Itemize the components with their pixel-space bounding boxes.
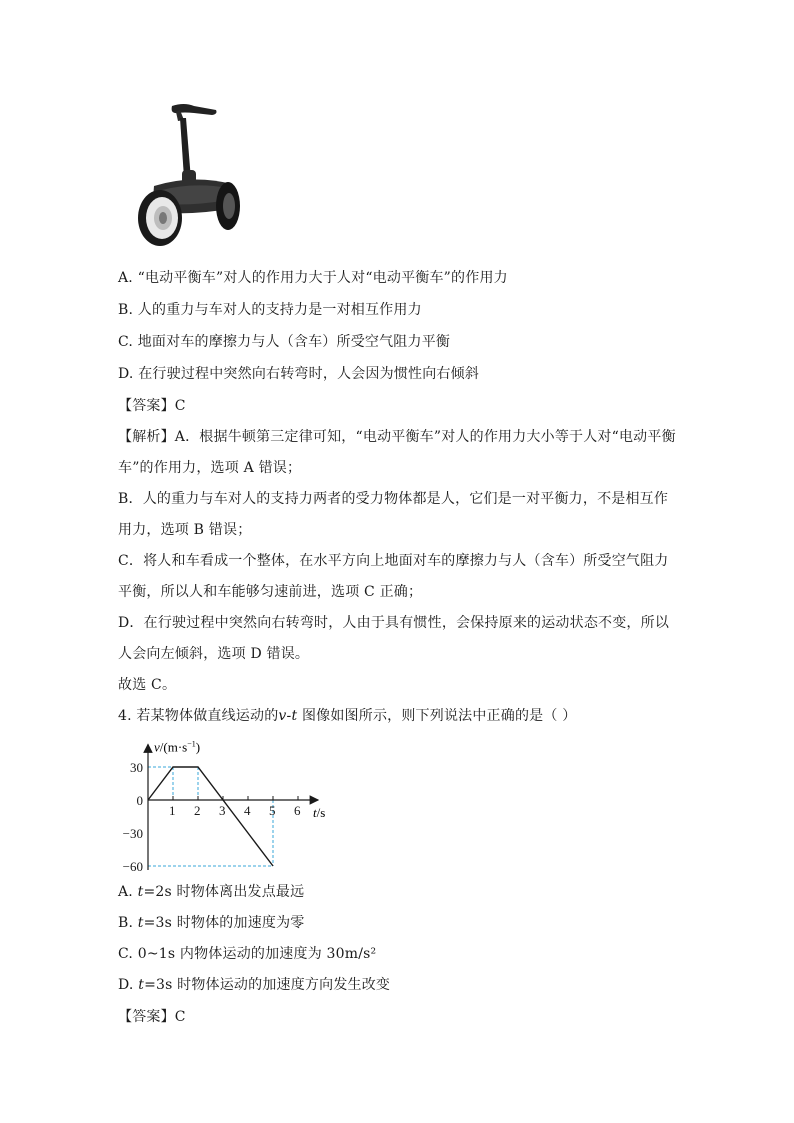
q3-option-a: A. “电动平衡车”对人的作用力大于人对“电动平衡车”的作用力 [118, 270, 508, 286]
x-tick-label: 4 [244, 803, 251, 818]
q3-analysis-line: 【解析】A．根据牛顿第三定律可知，“电动平衡车”对人的作用力大小等于人对“电动平衡 [118, 429, 676, 445]
vt-series-line [148, 767, 273, 866]
x-tick-label: 1 [169, 803, 176, 818]
q3-analysis-line: 人会向左倾斜，选项 D 错误。 [118, 646, 310, 662]
q3-analysis-line: 车”的作用力，选项 A 错误； [118, 460, 302, 476]
q4-option-d: D. t=3s 时物体运动的加速度方向发生改变 [118, 977, 391, 993]
x-tick-label: 5 [269, 803, 276, 818]
q3-analysis-line: 用力，选项 B 错误； [118, 522, 252, 538]
y-tick-label: −60 [122, 859, 143, 873]
vt-graph-svg [118, 728, 348, 873]
vt-graph [118, 728, 348, 873]
q4-option-c: C. 0~1s 内物体运动的加速度为 30m/s² [118, 946, 377, 962]
q3-option-d: D. 在行驶过程中突然向右转弯时，人会因为惯性向右倾斜 [118, 366, 480, 382]
q3-analysis-line: B．人的重力与车对人的支持力两者的受力物体都是人，它们是一对平衡力，不是相互作 [118, 491, 669, 507]
x-axis-label: t/s [313, 805, 326, 820]
q4-stem-var: v-t [278, 708, 298, 724]
q4-option-a: A. t=2s 时物体离出发点最远 [118, 884, 305, 900]
x-tick-label: 6 [294, 803, 301, 818]
y-axis-label: $v/(m\cdot s^{-1})$ [154, 739, 201, 755]
q4-answer: 【答案】C [118, 1009, 186, 1025]
q4-stem: 4. 若某物体做直线运动的v-t 图像如图所示，则下列说法中正确的是（ ） [118, 708, 577, 724]
q3-conclusion: 故选 C。 [118, 677, 177, 693]
x-tick-label: 2 [194, 803, 201, 818]
q3-option-c: C. 地面对车的摩擦力与人（含车）所受空气阻力平衡 [118, 334, 451, 350]
q3-answer: 【答案】C [118, 398, 186, 414]
balance-scooter-image [132, 100, 242, 250]
q3-option-b: B. 人的重力与车对人的支持力是一对相互作用力 [118, 302, 422, 318]
y-tick-label: 30 [130, 760, 143, 775]
y-tick-label: −30 [122, 826, 143, 841]
q4-option-b: B. t=3s 时物体的加速度为零 [118, 915, 305, 931]
q3-analysis-line: 平衡，所以人和车能够匀速前进，选项 C 正确； [118, 584, 423, 600]
x-tick-label: 3 [219, 803, 226, 818]
y-tick-label: 0 [136, 793, 143, 808]
q3-analysis-line: C．将人和车看成一个整体，在水平方向上地面对车的摩擦力与人（含车）所受空气阻力 [118, 553, 669, 569]
q3-analysis-line: D．在行驶过程中突然向右转弯时，人由于具有惯性，会保持原来的运动状态不变，所以 [118, 615, 670, 631]
